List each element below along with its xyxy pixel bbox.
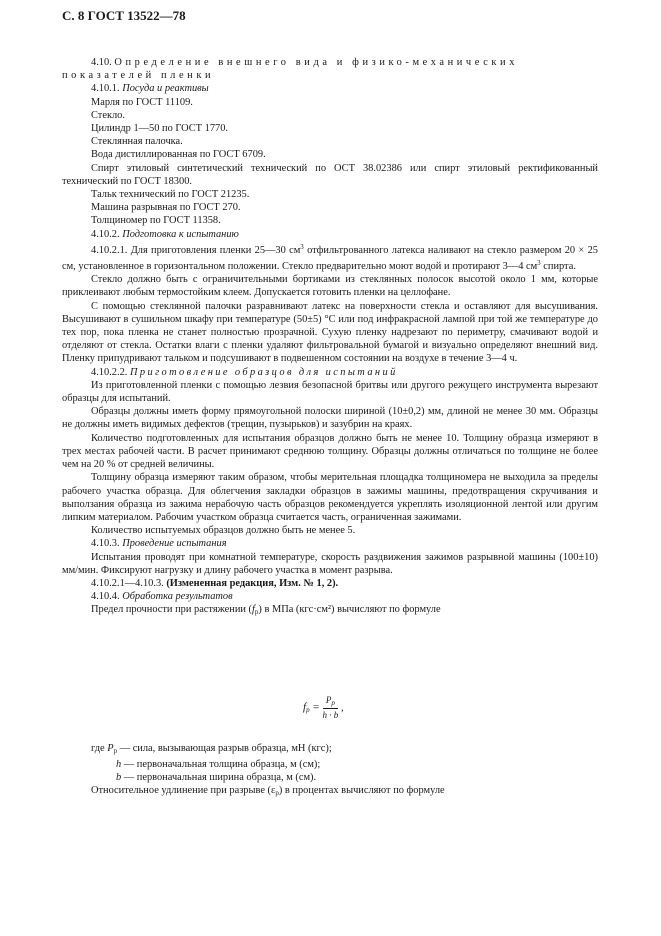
fraction xyxy=(323,695,339,720)
section-number: 4.10.2. xyxy=(91,228,120,240)
paragraph: Толщину образца измеряют таким образом, чтобы мерительная площадка толщиномера не выходила за пределы рабочего участка образца. Для облегчения закладки образцов в зажимы машины, предотвращения скручивания и выползания образца из зажима нерабочую часть образцов рекомендуется укреплять изоляционной лентой или другим липким материалом. Рабочим участком образца считается часть, ограниченная зажимами. xyxy=(62,472,598,523)
list-item: Толщиномер по ГОСТ 11358. xyxy=(91,215,221,227)
formula-intro xyxy=(62,603,598,619)
symbol: h xyxy=(116,759,122,771)
paragraph-text: Относительное удлинение при разрыве (ε xyxy=(91,785,276,796)
symbol: b xyxy=(116,772,122,784)
symbol: P xyxy=(325,695,332,705)
section-title: Проведение испытания xyxy=(122,538,227,550)
section-title: Посуда и реактивы xyxy=(122,83,209,95)
subscript: р xyxy=(275,789,279,797)
elongation-intro xyxy=(91,784,445,800)
subscript: р xyxy=(113,747,118,755)
list-item: Марля по ГОСТ 11109. xyxy=(91,96,193,108)
section-4-10-3-heading xyxy=(62,537,598,550)
paragraph: Испытания проводят при комнатной температуре, скорость раздвижения зажимов разрывной машины (100±10) мм/мин. Фиксируют нагрузку и длину рабочего участка в момент разрыва. xyxy=(62,551,598,576)
list-item: Цилиндр 1—50 по ГОСТ 1770. xyxy=(91,123,229,135)
section-4-10-2-2-heading xyxy=(62,366,598,379)
subscript: р xyxy=(306,706,310,714)
page-header: С. 8 ГОСТ 13522—78 xyxy=(62,8,186,23)
document-body xyxy=(62,56,598,620)
definition-text: — первоначальная толщина образца, м (см); xyxy=(121,759,321,771)
section-number: 4.10. xyxy=(91,57,112,68)
paragraph-text: спирта. xyxy=(540,261,576,273)
amendment-note xyxy=(62,577,598,590)
paragraph: Образцы должны иметь форму прямоугольной полоски шириной (10±0,2) мм, длиной не менее 30 мм. Образцы не должны иметь видимых дефектов (трещин, пузырьков) и зазубрин на краях. xyxy=(62,406,598,431)
fraction-numerator xyxy=(323,695,339,709)
paragraph: Стекло должно быть с ограничительными бортиками из стеклянных полосок высотой около 1 мм, которые приклеивают любым термостойким клеем. Допускается готовить пленки на целлофане. xyxy=(62,274,598,299)
formula-comma: , xyxy=(338,701,344,714)
paragraph-text: ) в процентах вычисляют по формуле xyxy=(278,785,445,796)
symbol: P xyxy=(107,743,114,754)
list-item: Спирт этиловый синтетический технический по ОСТ 38.02386 или спирт этиловый ректификованный технический по ГОСТ 18300. xyxy=(62,162,598,187)
equals-sign: = xyxy=(309,701,323,714)
paragraph: Количество подготовленных для испытания образцов должно быть не менее 10. Толщину образца измеряют в трех местах рабочей части. В расчет принимают среднюю толщину. Образцы должны отличаться по толщине не более чем на 20 % от средней величины. xyxy=(62,432,598,471)
formula-definitions xyxy=(91,742,332,785)
subscript: р xyxy=(254,608,259,617)
section-4-10-1-heading xyxy=(62,82,598,95)
section-title: Подготовка к испытанию xyxy=(122,228,239,240)
fraction-denominator: h · b xyxy=(322,710,339,720)
symbol: f xyxy=(303,701,307,713)
paragraph-text: Предел прочности при растяжении ( xyxy=(91,604,252,616)
amendment-label: (Измененная редакция, Изм. № 1, 2). xyxy=(166,577,339,589)
section-title: Приготовление образцов для испытаний xyxy=(129,366,398,378)
section-number: 4.10.2.2. xyxy=(91,366,128,378)
list-item: Стеклянная палочка. xyxy=(91,136,183,148)
section-title-line2: показателей пленки xyxy=(62,70,215,82)
section-number: 4.10.4. xyxy=(91,591,120,603)
definition-text: — первоначальная ширина образца, м (см). xyxy=(121,772,317,784)
tensile-strength-formula xyxy=(303,695,344,720)
definition-line xyxy=(91,742,332,758)
where-label: где xyxy=(91,743,108,754)
list-item: Вода дистиллированная по ГОСТ 6709. xyxy=(91,149,266,161)
subscript: р xyxy=(331,699,335,707)
section-title-line1: Определение внешнего вида и физико-механических xyxy=(114,57,519,68)
superscript: 3 xyxy=(300,242,304,251)
amendment-range: 4.10.2.1—4.10.3. xyxy=(91,577,167,589)
list-item: Стекло. xyxy=(91,109,125,121)
section-title: Обработка результатов xyxy=(122,591,233,603)
definition-text: — сила, вызывающая разрыв образца, мН (кгс); xyxy=(117,743,332,754)
section-4-10-4-heading xyxy=(62,590,598,603)
paragraph-4-10-2-1 xyxy=(62,241,598,273)
paragraph-text: ) в МПа (кгс·см²) вычисляют по формуле xyxy=(258,604,441,616)
paragraph-text: отфильтрованного латекса наливают на стекло размером 20 × 25 см, установленное в горизонтальном положении. Стекло предварительно моют водой и протирают 3—4 см xyxy=(62,244,598,273)
paragraph: Количество испытуемых образцов должно быть не менее 5. xyxy=(91,525,356,537)
paragraph: Из приготовленной пленки с помощью лезвия безопасной бритвы или другого режущего инструмента вырезают образцы для испытаний. xyxy=(62,379,598,405)
superscript: 3 xyxy=(537,259,541,268)
list-item: Машина разрывная по ГОСТ 270. xyxy=(91,202,241,214)
paragraph-text: Для приготовления пленки 25—30 см xyxy=(130,244,301,256)
definition-line xyxy=(91,758,332,771)
section-number: 4.10.2.1. xyxy=(91,244,128,256)
definition-line xyxy=(91,771,332,784)
section-number: 4.10.1. xyxy=(91,83,120,95)
list-item: Тальк технический по ГОСТ 21235. xyxy=(91,189,250,201)
paragraph: С помощью стеклянной палочки разравнивают латекс на поверхности стекла и оставляют для высушивания. Высушивают в сушильном шкафу при температуре (50±5) °С или под инфракрасной лампой при той же температуре до тех пор, пока пленка не станет полностью прозрачной. Сухую пленку надрезают по периметру, смачивают водой и отделяют от стекла. Остатки влаги с пленки удаляют фильтровальной бумагой и визуально определяют внешний вид. Пленку припудривают тальком и подсушивают в подвешенном состоянии на воздухе в течение 3—4 ч. xyxy=(62,300,598,365)
symbol: f xyxy=(252,604,255,616)
section-4-10-heading xyxy=(62,56,598,69)
section-4-10-2-heading xyxy=(62,228,598,241)
section-number: 4.10.3. xyxy=(91,538,120,550)
